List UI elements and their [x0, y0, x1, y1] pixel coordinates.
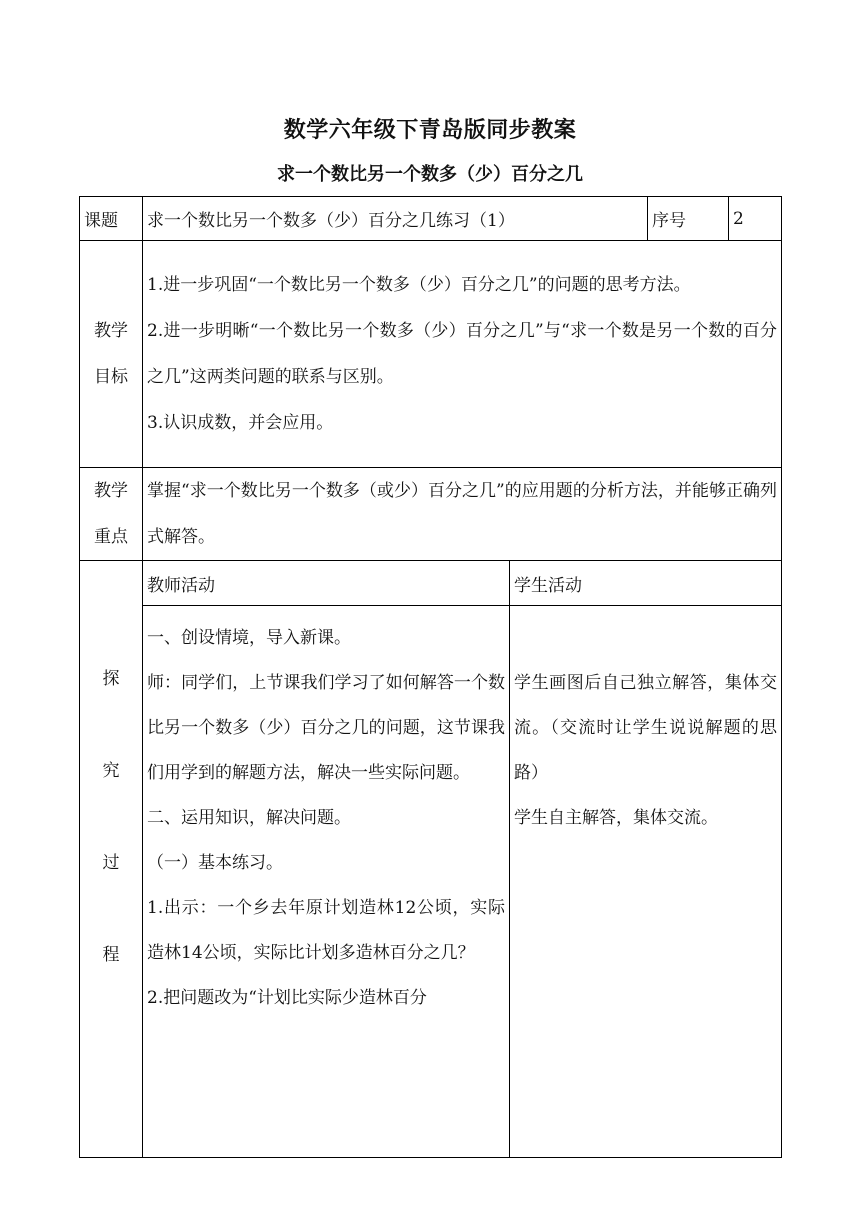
key-points-label-line-2: 重点	[94, 527, 128, 547]
explore-process-label	[80, 561, 143, 1158]
topic-value: 求一个数比另一个数多（少）百分之几练习（1）	[143, 197, 648, 241]
goals-row	[80, 241, 782, 468]
sequence-label: 序号	[648, 197, 729, 241]
teacher-para-6: 2.把问题改为“计划比实际少造林百分	[147, 988, 427, 1008]
goals-label	[80, 241, 143, 468]
goals-content	[143, 241, 782, 468]
activity-content-row	[80, 606, 782, 1158]
document-title: 数学六年级下青岛版同步教案	[283, 117, 577, 143]
teacher-para-5: 1.出示：一个乡去年原计划造林12公顷，实际造林14公顷，实际比计划多造林百分之几？	[147, 898, 505, 963]
teacher-activity-header: 教师活动	[143, 561, 510, 606]
explore-label-char-1: 探	[102, 669, 120, 689]
key-points-label	[80, 468, 143, 561]
goal-item-1: 1.进一步巩固“一个数比另一个数多（少）百分之几”的问题的思考方法。	[147, 275, 691, 295]
topic-label: 课题	[80, 197, 143, 241]
sequence-value: 2	[729, 197, 782, 241]
student-activity-content	[510, 606, 782, 1158]
teacher-activity-content	[143, 606, 510, 1158]
teacher-para-4: （一）基本练习。	[147, 853, 283, 873]
activity-header-row	[80, 561, 782, 606]
key-points-text: 掌握“求一个数比另一个数多（或少）百分之几”的应用题的分析方法，并能够正确列式解答。	[147, 481, 778, 547]
goal-item-2: 2.进一步明晰“一个数比另一个数多（少）百分之几”与“求一个数是另一个数的百分之几”这两类问题的联系与区别。	[147, 321, 778, 387]
teacher-para-2: 师：同学们，上节课我们学习了如何解答一个数比另一个数多（少）百分之几的问题，这节课我们用学到的解题方法，解决一些实际问题。	[147, 673, 505, 783]
goals-label-line-1: 教学	[94, 321, 128, 341]
key-points-content	[143, 468, 782, 561]
explore-label-char-2: 究	[102, 761, 120, 781]
goal-item-3: 3.认识成数，并会应用。	[147, 413, 334, 433]
teacher-para-1: 一、创设情境，导入新课。	[147, 628, 351, 648]
student-activity-header: 学生活动	[510, 561, 782, 606]
key-points-label-line-1: 教学	[94, 481, 128, 501]
explore-label-char-4: 程	[102, 945, 120, 965]
lesson-plan-table	[79, 196, 782, 1158]
key-points-row	[80, 468, 782, 561]
document-subtitle: 求一个数比另一个数多（少）百分之几	[277, 164, 583, 185]
goals-label-line-2: 目标	[94, 367, 128, 387]
student-para-2: 学生自主解答，集体交流。	[514, 808, 718, 828]
topic-row	[80, 197, 782, 241]
explore-label-char-3: 过	[102, 853, 120, 873]
student-para-1: 学生画图后自己独立解答，集体交流。（交流时让学生说说解题的思路）	[514, 673, 778, 783]
teacher-para-3: 二、运用知识，解决问题。	[147, 808, 351, 828]
